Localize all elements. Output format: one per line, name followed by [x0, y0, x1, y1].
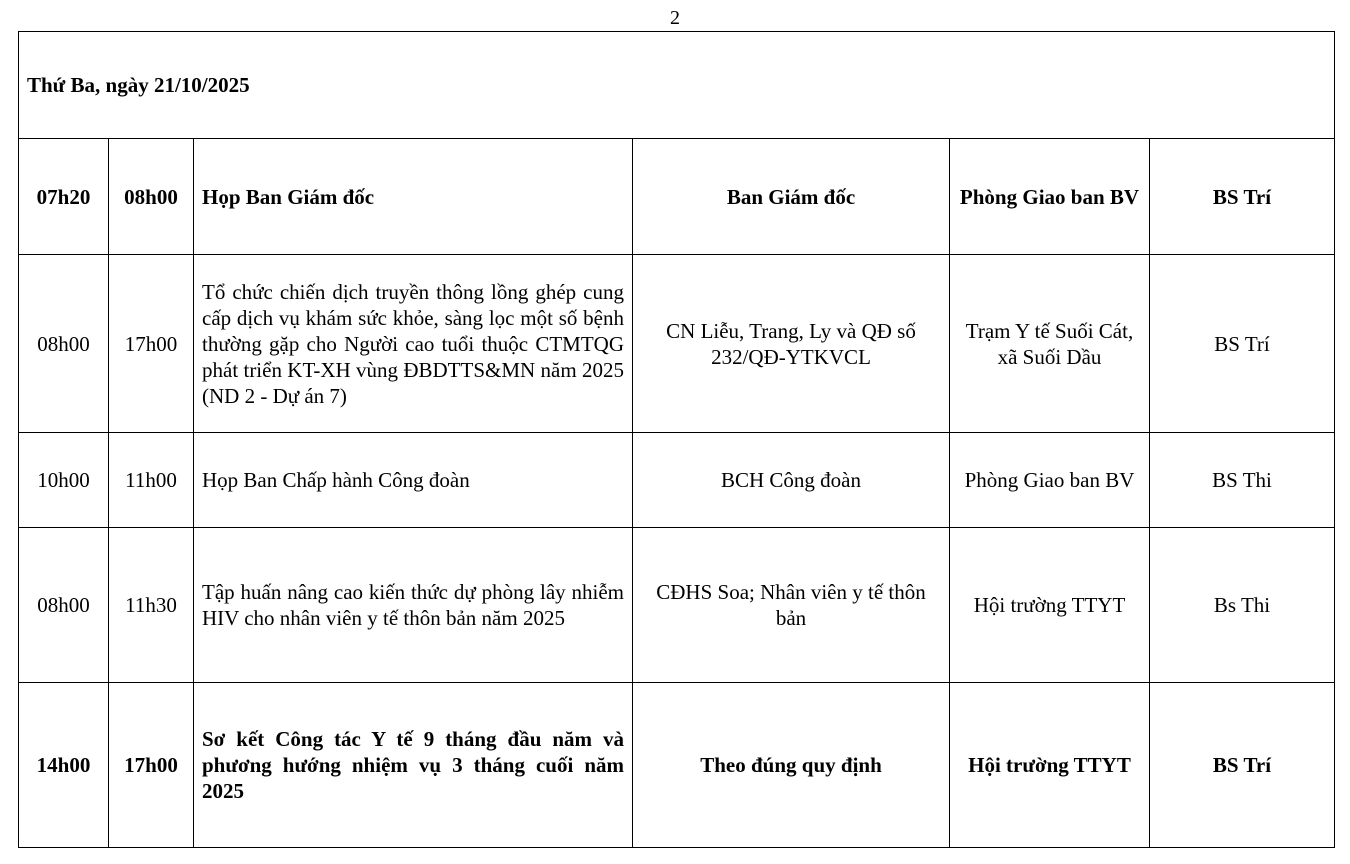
end-time: 17h00: [109, 683, 194, 848]
day-title: Thứ Ba, ngày 21/10/2025: [27, 73, 250, 97]
start-time: 08h00: [19, 528, 109, 683]
end-time: 17h00: [109, 255, 194, 433]
table-row: [19, 528, 1335, 683]
location: Trạm Y tế Suối Cát, xã Suối Dầu: [950, 255, 1150, 433]
start-time: 07h20: [19, 139, 109, 255]
host: BS Trí: [1150, 139, 1335, 255]
end-time: 11h30: [109, 528, 194, 683]
day-header-cell: [19, 32, 1335, 139]
meeting-content: Họp Ban Chấp hành Công đoàn: [194, 433, 633, 528]
location: Phòng Giao ban BV: [950, 139, 1150, 255]
start-time: 10h00: [19, 433, 109, 528]
table-row: [19, 255, 1335, 433]
end-time: 08h00: [109, 139, 194, 255]
schedule-table: [18, 31, 1335, 848]
participants: BCH Công đoàn: [633, 433, 950, 528]
page-number: 2: [670, 7, 680, 29]
day-header-row: [19, 32, 1335, 139]
table-row: [19, 139, 1335, 255]
host: BS Trí: [1150, 255, 1335, 433]
table-row: [19, 683, 1335, 848]
host: BS Trí: [1150, 683, 1335, 848]
location: Phòng Giao ban BV: [950, 433, 1150, 528]
end-time: 11h00: [109, 433, 194, 528]
start-time: 08h00: [19, 255, 109, 433]
participants: Theo đúng quy định: [633, 683, 950, 848]
location: Hội trường TTYT: [950, 683, 1150, 848]
meeting-content: Tổ chức chiến dịch truyền thông lồng ghép cung cấp dịch vụ khám sức khỏe, sàng lọc một số bệnh thường gặp cho Người cao tuổi thuộc CTMTQG phát triển KT-XH vùng ĐBDTTS&MN năm 2025 (ND 2 - Dự án 7): [194, 255, 633, 433]
participants: CĐHS Soa; Nhân viên y tế thôn bản: [633, 528, 950, 683]
meeting-content: Sơ kết Công tác Y tế 9 tháng đầu năm và phương hướng nhiệm vụ 3 tháng cuối năm 2025: [194, 683, 633, 848]
host: Bs Thi: [1150, 528, 1335, 683]
participants: Ban Giám đốc: [633, 139, 950, 255]
participants: CN Liễu, Trang, Ly và QĐ số 232/QĐ-YTKVCL: [633, 255, 950, 433]
meeting-content: Họp Ban Giám đốc: [194, 139, 633, 255]
start-time: 14h00: [19, 683, 109, 848]
host: BS Thi: [1150, 433, 1335, 528]
table-row: [19, 433, 1335, 528]
location: Hội trường TTYT: [950, 528, 1150, 683]
meeting-content: Tập huấn nâng cao kiến thức dự phòng lây nhiễm HIV cho nhân viên y tế thôn bản năm 2025: [194, 528, 633, 683]
